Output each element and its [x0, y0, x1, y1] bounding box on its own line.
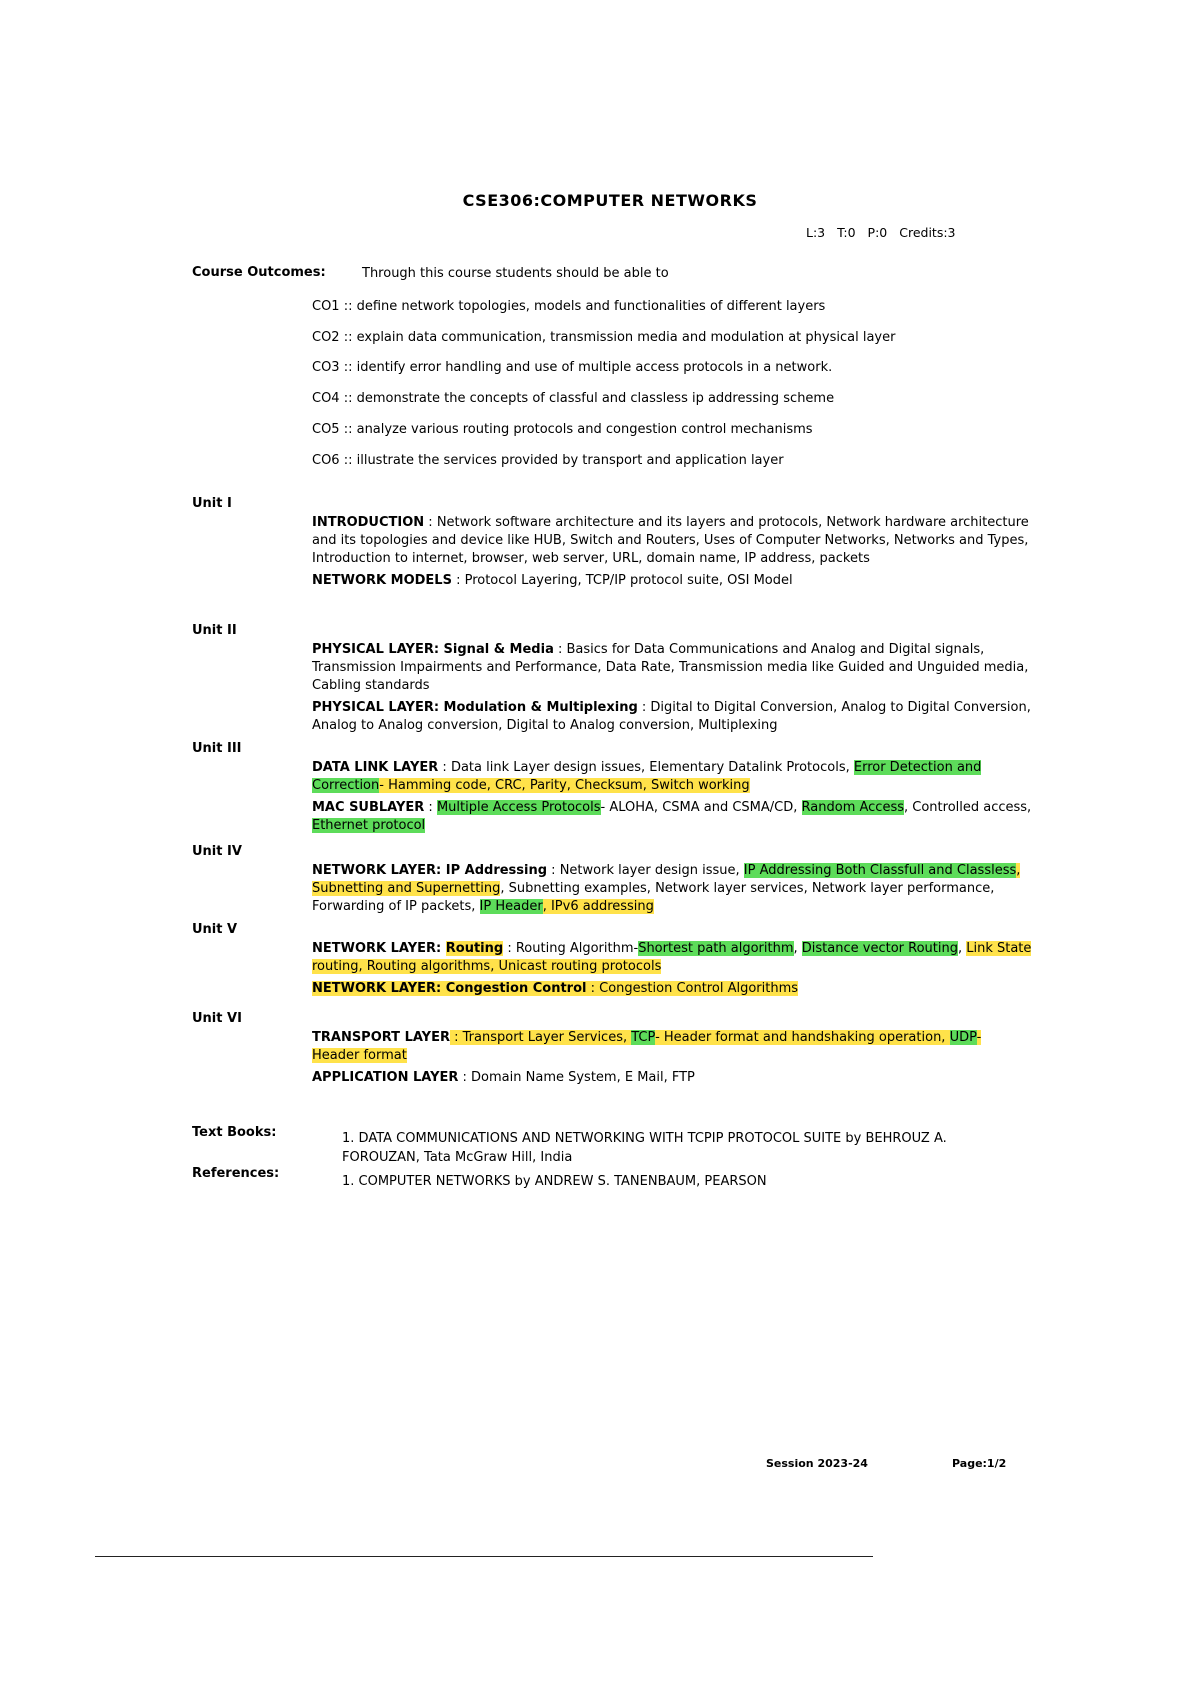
topic-text: :	[424, 800, 437, 815]
unit-content	[312, 1029, 1032, 1091]
highlighted-text: Shortest path algorithm	[638, 941, 794, 956]
unit-topic-paragraph	[312, 641, 1032, 695]
highlighted-text: Distance vector Routing	[801, 941, 958, 956]
unit-label: Unit III	[192, 741, 242, 756]
topic-heading: DATA LINK LAYER	[312, 760, 439, 775]
unit-label: Unit VI	[192, 1011, 242, 1026]
unit-content	[312, 641, 1032, 739]
topic-heading: MAC SUBLAYER	[312, 800, 425, 815]
unit-topic-paragraph	[312, 514, 1032, 568]
text-books-label: Text Books:	[192, 1125, 277, 1140]
unit-label: Unit II	[192, 623, 237, 638]
course-outcomes-intro: Through this course students should be able to	[362, 266, 669, 281]
unit-label: Unit IV	[192, 844, 242, 859]
references-label: References:	[192, 1166, 280, 1181]
course-outcome-1: CO1 :: define network topologies, models and functionalities of different layers	[312, 299, 826, 314]
course-outcome-3: CO3 :: identify error handling and use of multiple access protocols in a network.	[312, 360, 833, 375]
highlighted-text: Multiple Access Protocols	[436, 800, 601, 815]
unit-topic-paragraph	[312, 940, 1032, 976]
highlighted-text: Ethernet protocol	[312, 818, 426, 833]
topic-heading: INTRODUCTION	[312, 515, 425, 530]
course-outcome-5: CO5 :: analyze various routing protocols and congestion control mechanisms	[312, 422, 813, 437]
unit-topic-paragraph	[312, 699, 1032, 735]
topic-heading: TRANSPORT LAYER	[312, 1030, 450, 1045]
unit-topic-paragraph	[312, 980, 1032, 998]
course-outcomes-label: Course Outcomes:	[192, 265, 326, 280]
practical-hours: P:0	[867, 225, 888, 240]
topic-text: , Subnetting examples, Network layer services, Network layer performance, Forwarding of IP packets,	[312, 881, 995, 914]
highlighted-text: TCP	[631, 1030, 656, 1045]
topic-heading: NETWORK LAYER: IP Addressing	[312, 863, 548, 878]
topic-text: - ALOHA, CSMA and CSMA/CD,	[600, 800, 802, 815]
unit-topic-paragraph	[312, 759, 1032, 795]
unit-topic-paragraph	[312, 862, 1032, 916]
course-outcome-4: CO4 :: demonstrate the concepts of classful and classless ip addressing scheme	[312, 391, 835, 406]
footer-divider	[95, 1556, 873, 1557]
highlighted-text: , IPv6 addressing	[542, 899, 654, 914]
topic-text: : Data link Layer design issues, Elementary Datalink Protocols,	[438, 760, 854, 775]
highlighted-text: Link State routing, Routing algorithms, Unicast routing protocols	[312, 941, 1032, 974]
course-title: CSE306:COMPUTER NETWORKS	[462, 191, 758, 210]
tutorial-hours: T:0	[837, 225, 856, 240]
unit-content	[312, 759, 1032, 839]
topic-heading: PHYSICAL LAYER: Modulation & Multiplexing	[312, 700, 638, 715]
course-outcome-2: CO2 :: explain data communication, transmission media and modulation at physical layer	[312, 330, 896, 345]
highlighted-text: : Congestion Control Algorithms	[586, 981, 799, 996]
highlighted-text: IP Header	[479, 899, 543, 914]
topic-heading: PHYSICAL LAYER: Signal & Media	[312, 642, 554, 657]
unit-content	[312, 940, 1032, 1002]
footer-page-number: Page:1/2	[952, 1457, 1007, 1470]
highlighted-text: - Header format	[312, 1030, 982, 1063]
topic-text: : Digital to Digital Conversion, Analog to Digital Conversion, Analog to Analog conversion, Digital to Analog conversion, Multiplexing	[312, 700, 1031, 733]
highlighted-text: Error Detection and Correction	[312, 760, 982, 793]
unit-topic-paragraph	[312, 1069, 1032, 1087]
topic-text: : Network software architecture and its layers and protocols, Network hardware architecture and its topologies and device like HUB, Switch and Routers, Uses of Computer Networks, Networks and Types, Introduction to internet, browser, web server, URL, domain name, IP address, packets	[312, 515, 1029, 566]
unit-topic-paragraph	[312, 1029, 1032, 1065]
reference-item: 1. COMPUTER NETWORKS by ANDREW S. TANENBAUM, PEARSON	[342, 1174, 767, 1189]
highlighted-text: - Hamming code, CRC, Parity, Checksum, Switch working	[379, 778, 750, 793]
unit-label: Unit I	[192, 496, 232, 511]
topic-text: , Controlled access,	[904, 800, 1032, 815]
ltp-credits	[806, 225, 956, 240]
highlighted-text: - Header format and handshaking operation,	[655, 1030, 950, 1045]
unit-content	[312, 862, 1032, 920]
footer-session: Session 2023-24	[766, 1457, 868, 1470]
topic-text: : Protocol Layering, TCP/IP protocol suite, OSI Model	[451, 573, 793, 588]
topic-heading: NETWORK LAYER: Congestion Control	[312, 981, 587, 996]
topic-heading: NETWORK LAYER:	[312, 941, 446, 956]
credits: Credits:3	[899, 225, 956, 240]
course-outcome-6: CO6 :: illustrate the services provided by transport and application layer	[312, 453, 784, 468]
unit-topic-paragraph	[312, 572, 1032, 590]
topic-text: ,	[793, 941, 802, 956]
topic-text: : Routing Algorithm-	[503, 941, 639, 956]
topic-text: : Network layer design issue,	[547, 863, 744, 878]
highlighted-text: IP Addressing Both Classfull and Classless	[743, 863, 1017, 878]
unit-label: Unit V	[192, 922, 238, 937]
highlighted-text: Random Access	[801, 800, 904, 815]
topic-heading: APPLICATION LAYER	[312, 1070, 459, 1085]
unit-content	[312, 514, 1032, 594]
highlighted-text: : Transport Layer Services,	[450, 1030, 632, 1045]
topic-text: : Domain Name System, E Mail, FTP	[458, 1070, 695, 1085]
highlighted-text: , Subnetting and Supernetting	[312, 863, 1021, 896]
topic-heading: NETWORK MODELS	[312, 573, 452, 588]
lecture-hours: L:3	[806, 225, 826, 240]
text-book-item: 1. DATA COMMUNICATIONS AND NETWORKING WITH TCPIP PROTOCOL SUITE by BEHROUZ A. FOROUZAN, Tata McGraw Hill, India	[342, 1131, 947, 1165]
topic-text: ,	[957, 941, 967, 956]
unit-topic-paragraph	[312, 799, 1032, 835]
topic-text: : Basics for Data Communications and Analog and Digital signals, Transmission Impairments and Performance, Data Rate, Transmission media like Guided and Unguided media, Cabling standards	[312, 642, 1029, 693]
topic-heading: Routing	[445, 941, 504, 956]
highlighted-text: UDP	[949, 1030, 977, 1045]
